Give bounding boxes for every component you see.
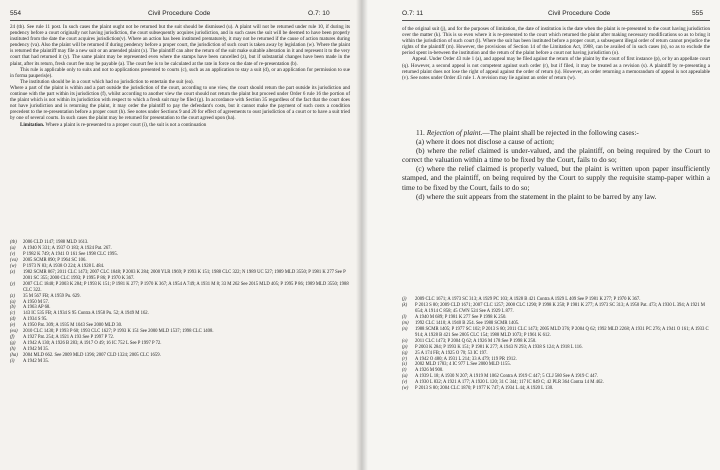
footnote-text: 143 IC 535 FB; A 1934 S 95 Contra A 1958 Pu. 52; A 1949 M 162. bbox=[23, 311, 149, 317]
footnote-key: (u) bbox=[402, 374, 408, 380]
footnote-text: P 2003 K 284; P 1993 K 151; P 1981 K 277; A 1943 N 293; A 1938 S 124; A 1918 L 116. bbox=[415, 344, 583, 350]
left-running-title: Civil Procedure Code bbox=[148, 10, 211, 17]
footnote-text: A 1934 S 95. bbox=[23, 317, 48, 323]
footnote-text: P 1982 K 749; A 1941 O 161 See 1998 CLC 1995. bbox=[23, 251, 118, 257]
footnote-key: (p) bbox=[402, 344, 408, 350]
left-footnotes bbox=[10, 240, 350, 365]
rule-number: 11. bbox=[416, 128, 425, 137]
right-paragraph: Appeal. Under Order 43 rule 1 (a), and appeal may be filed against the return of the plaint by the court of first instance (p), or by an appellate court (q). However, a second appeal is not competent against such order (r), but if filed, it may be treated as a revision (s). A plaintiff by re-presenting a returned plaint does not lose the right of appeal against the order of return (u). However, an order returning a memorandum of appeal is not appealable (v). See notes under Order 43 rule 1. A revision may lie against an order of return (w). bbox=[402, 56, 710, 81]
footnote-key: (o) bbox=[402, 338, 408, 344]
footnote-key: (j) bbox=[402, 297, 407, 302]
footnote-text: 25 A 174 FB; A 1925 O 70; 53 IC 197. bbox=[415, 350, 488, 356]
left-paragraph: Where a part of the plaint is within and a part outside the jurisdiction of the court, according to one view, the court should return the part outside its jurisdiction and continue with the part within its jurisdiction (f), whilst according to another view the court should not return the plaint but proceed under Order 6 rule 16 the portion of the plaint which is not within its jurisdiction with respect to which a fresh suit may be filed (g). In accordance with Section 35 regardless of the fact that the court does not have jurisdiction and is returning the plaint, it may order the plaintiff to pay the defendant's costs, but it cannot make the payment of such costs a condition precedent to the re-presentation before a proper court (h). See notes under Sections 9 and 20 for effect of agreements to oust jurisdiction of a court or to have a suit tried by one of several courts. In such cases the plaint may be returned for presentation to the court agreed upon (ha). bbox=[10, 84, 350, 122]
footnote-key: (s) bbox=[402, 362, 407, 368]
right-running-title: Civil Procedure Code bbox=[548, 10, 611, 17]
footnote-text: A 1950 Pat. 309; A 1935 M 1043 See 2000 MLD 30. bbox=[23, 323, 123, 329]
footnote-key: (b) bbox=[10, 305, 16, 311]
book-gutter-shadow bbox=[356, 0, 368, 470]
footnote-text: A 1940 M 689; P 1981 K 277 See P 1998 K 250. bbox=[415, 314, 507, 320]
footnote-text: 2007 CLC 1848; P 2003 K 284; P 1993 K 151; P 1981 K 277; P 1970 K 367; A 1954 A 749; A 1931 M 8; 33 M 262 See 2015 MLD 405; P 1995 P 86; 1989 MLD 3550; 1988 CLC 322. bbox=[23, 281, 349, 293]
footnote-text: 2011 CLC 1473; P 2004 Q 62; A 1926 M 178 See P 1998 K 250. bbox=[415, 338, 537, 344]
limitation-paragraph bbox=[10, 122, 350, 128]
footnote-key: (w) bbox=[10, 263, 17, 269]
limitation-heading: Limitation. bbox=[20, 121, 45, 128]
right-header-rule bbox=[402, 20, 710, 21]
footnote-key: (m) bbox=[402, 320, 409, 326]
right-paragraph: of the original suit (j), and for the purposes of limitation, the date of institution is the date when the plaint is re-presented to the court having jurisdiction over the matter (k). This is so even where it is re-presented to the court which returned the plaint after making necessary modifications so as to bring it within the jurisdiction of such court (l). Where the suit has been instituted before a proper court, a subsequent illegal order of return cannot prejudice the rights of the plaintiff (m). However, the provisions of Section 14 of the Limitation Act, 1908, can be availed of in such cases (n), so as to exclude the period spent in-between the institution and the return of the plaint before a court not having jurisdiction (o). bbox=[402, 26, 710, 57]
footnote-text: P 1973 N 83; A 1938 O 224; A 1928 L 484. bbox=[23, 263, 105, 269]
footnote-key: (i) bbox=[10, 359, 15, 365]
footnote-key: (e) bbox=[10, 323, 16, 329]
footnote-key: (f) bbox=[10, 335, 15, 341]
footnote-text: A 1963 AP 68. bbox=[23, 305, 51, 311]
footnote-text: 2009 CLC 1671; A 1973 SC 313; A 1929 PC 103; A 1928 B 421 Contra A 1929 L 409 See P 1981 K 277; P 1970 K 367. bbox=[415, 297, 641, 302]
rule-clause: (a) where it does not disclose a cause of action; bbox=[416, 137, 554, 147]
footnote-key: (v) bbox=[10, 251, 16, 257]
left-page-number: 554 bbox=[10, 10, 22, 17]
footnote-key: (l) bbox=[402, 314, 407, 320]
rule-clause: (b) where the relief claimed is under-valued, and the plaintiff, on being required by the Court to correct the valuation within a time to be fixed by the Court, fails to do so; bbox=[402, 146, 710, 165]
footnote-key: (v) bbox=[402, 380, 408, 386]
footnote bbox=[402, 386, 710, 392]
footnote-text: A 1940 N 331; A 1937 O 183; A 1924 Pat. 267. bbox=[23, 245, 112, 251]
footnote-text: A 1942 A 130; A 1926 B 283; A 1917 O 49; 16 IC 752 L See P 1997 P 72. bbox=[23, 341, 162, 347]
right-page-number: 555 bbox=[692, 10, 704, 17]
footnote bbox=[10, 282, 350, 294]
rule-clause: (d) where the suit appears from the statement in the plaint to be barred by any law. bbox=[416, 191, 657, 201]
footnote-key: (r) bbox=[402, 356, 407, 362]
footnote-text: 1982 SCMR 867; 2011 CLC 1473; 2007 CLC 1848; P 2003 K 284; 2000 YLR 1969; P 1993 K 151; 1988 CLC 322; N 1989 UC 527; 1989 MLD 3550; P 1981 K 277 See P 2001 SC 355; 2000 CLC 1993; P 1995 P 86; P 1970 K 367. bbox=[23, 269, 346, 281]
footnote-text: 2006 CLD 1147; 1988 MLD 1613. bbox=[23, 240, 89, 245]
footnote-text: A 1942 O 480; A 1931 L 214; 33 A 479; 119 PR 1912. bbox=[415, 356, 517, 362]
right-body-text bbox=[402, 26, 710, 81]
footnote-key: (h) bbox=[10, 347, 16, 353]
right-page bbox=[362, 0, 720, 470]
footnote bbox=[402, 303, 710, 315]
left-paragraph: 24 (tb). See rule 11 post. In such cases the plaint ought not be returned but the suit should be dismissed (u). A plaint will not be returned under rule 10, if during its pendency before a court originally not having jurisdiction, the court subsequently acquires jurisdiction, and in such cases the suit will be deemed to have been properly instituted from the date the court acquires jurisdiction(v). Where an action has been instituted prematurely, it may not be returned if the cause of action matures during pendency (va). Also the plaint will be returned if during pendency before a proper court, the jurisdiction of such court is taken away by legislation (w). Where the plaint is returned the plaintiff may file a new suit or an amended plaint (x). The plaintiff can alter the return of the suit make suitable alteration in it and represent it to the very court that had returned it (y). The same plaint may be represented even where the stamps have been cancelled (z), but if substantial changes have been made in the plaint, after its return, fresh court fee may be payable (a). The court fee is to be calculated at the rate in force on the date of re-presentation (b). bbox=[10, 24, 350, 67]
footnote bbox=[402, 327, 710, 339]
footnote-text: A 1950 M 57. bbox=[23, 299, 50, 305]
footnote bbox=[10, 270, 350, 282]
footnote-text: A 1942 M 35. bbox=[23, 359, 50, 365]
footnote-key: (t) bbox=[402, 368, 407, 374]
footnote-key: (z) bbox=[10, 293, 15, 299]
footnote-key: (n) bbox=[402, 326, 408, 332]
footnote-key: (d) bbox=[10, 317, 16, 323]
left-body-text bbox=[10, 24, 350, 128]
rule-11-text bbox=[402, 128, 710, 201]
right-section-ref: O.7: 11 bbox=[402, 10, 424, 17]
footnote-text: 1988 SCMR 1405; P 1977 SC 102; P 2013 S 80; 2011 CLC 1473; 2005 MLD 376; P 2004 Q 62; 1992 MLD 2268; A 1931 PC 276; A 1941 O 161; A 1933 C 914; A 1928 B 421 See 2005 CLC 154; 1988 MLD 1073; P 1961 K 612. bbox=[415, 326, 709, 338]
footnote-text: 2002 MLD 1783; 4 IC 977 L See 2000 MLD 1155. bbox=[415, 362, 511, 368]
footnote-key: (x) bbox=[10, 269, 16, 275]
footnote-key: (ea) bbox=[10, 329, 18, 335]
footnote-text: 2005 SCMR 890; P 1964 SC 106. bbox=[23, 257, 87, 263]
footnote-key: (a) bbox=[10, 299, 16, 305]
footnote bbox=[10, 359, 350, 365]
right-footnotes bbox=[402, 297, 710, 392]
footnote-text: A 1939 L 18; A 1930 N 207; A 1919 M 1062 Contra A 1919 C 447; 5 CLJ 580 See A 1919 C 447. bbox=[415, 374, 599, 380]
footnote-text: 2004 MLD 662. See 2009 MLD 1396; 2007 CLD 1324; 2005 CLC 1659. bbox=[23, 353, 161, 359]
footnote-key: (va) bbox=[10, 257, 18, 263]
left-header-rule bbox=[10, 20, 350, 21]
rule-clause: (c) where the relief claimed is properly valued, but the plaint is written upon paper insufficiently stamped, and the plaintiff, on being required by the Court to supply the requisite stamp-paper within a time to be fixed by the Court, fails to do so; bbox=[402, 164, 710, 192]
rule-intro: —The plaint shall be rejected in the following cases:- bbox=[482, 128, 639, 137]
footnote-text: P 2013 S 80; 2009 CLD 1671; 2007 CLC 1257; 2000 CLC 1290; P 1998 K 250; P 1981 K 277; A 1973 SC 313; A 1950 Pat. 473; A 1930 L 394; A 1921 M 654; A 1914 C 858; 45 CWN 524 See A 1929 L 877. bbox=[415, 302, 705, 314]
footnote-key: (w) bbox=[402, 386, 409, 392]
left-section-ref: O.7: 10 bbox=[308, 10, 330, 17]
footnote-text: 1992 CLC 1410; A 1940 B 254. See 1988 SCMR 1405. bbox=[415, 320, 520, 326]
left-paragraph: The institution should be in a court which had no jurisdiction to entertain the suit (ea). bbox=[20, 78, 194, 85]
footnote-text: P 2013 S 80; 2004 CLC 1870; P 1977 K 747; A 1934 L 44; A 1920 L 130. bbox=[415, 386, 554, 392]
footnote-key: (q) bbox=[402, 350, 408, 356]
footnote-key: (u) bbox=[10, 245, 16, 251]
footnote-key: (k) bbox=[402, 302, 408, 308]
footnote-text: A 1927 Pat. 254; A 1921 A 193 See P 1997 P 72. bbox=[23, 335, 115, 341]
rule-title: Rejection of plaint. bbox=[426, 128, 483, 137]
footnote-text: A 1942 M 35. bbox=[23, 347, 50, 353]
footnote-key: (y) bbox=[10, 281, 16, 287]
footnote-key: (ha) bbox=[10, 353, 18, 359]
footnote-key: (c) bbox=[10, 311, 16, 317]
rule-11-heading bbox=[402, 128, 710, 137]
footnote-text: 2010 CLC 1430; P 1993 P 60; 1993 CLC 1627; P 1993 K 151 See 2000 MLD 1537; 1998 CLC 1408. bbox=[23, 329, 214, 335]
footnote-text: 35 M 567 FB; A 1959 Pu. 629. bbox=[23, 293, 81, 299]
footnote-text: A 1930 L 832; A 1921 A 177; A 1920 L 120; 31 C 344; 117 IC 849 C; 42 PLR 364 Contra 14 M 462. bbox=[415, 380, 604, 386]
footnote-key: (g) bbox=[10, 341, 16, 347]
left-paragraph: This rule is applicable only to suits and not to applications presented to courts (c), such as an application to stay a suit (d), or an application for permission to sue in forma pauperis(e). bbox=[10, 66, 350, 79]
footnote-text: A 1926 M 900. bbox=[415, 368, 444, 374]
footnote-key: (tb) bbox=[10, 240, 17, 245]
limitation-text: Where a plaint is re-presented to a proper court (i), the suit is not a continuation bbox=[45, 121, 207, 128]
